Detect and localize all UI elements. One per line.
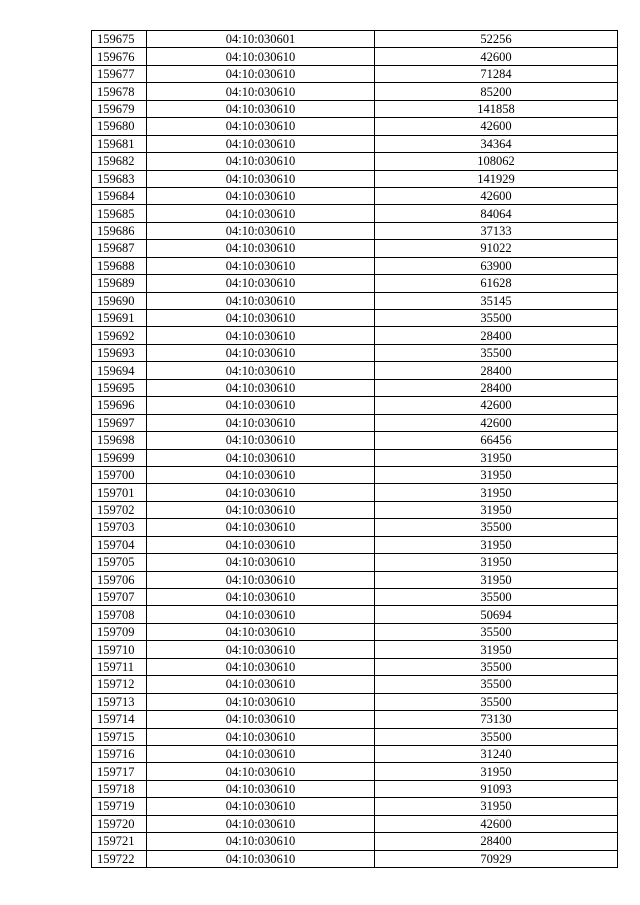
table-row: [92, 466, 618, 483]
amount-cell: 28400: [375, 833, 618, 850]
table-row: [92, 344, 618, 361]
data-table: [91, 30, 618, 868]
amount-cell: 35145: [375, 292, 618, 309]
code-cell: 04:10:030610: [147, 501, 375, 518]
table-row: [92, 728, 618, 745]
table-row: [92, 658, 618, 675]
table-row: [92, 257, 618, 274]
row-number-cell: 159682: [92, 153, 147, 170]
row-number-cell: 159703: [92, 519, 147, 536]
table-row: [92, 414, 618, 431]
row-number-cell: 159697: [92, 414, 147, 431]
code-cell: 04:10:030610: [147, 641, 375, 658]
row-number-cell: 159691: [92, 310, 147, 327]
code-cell: 04:10:030610: [147, 362, 375, 379]
amount-cell: 31240: [375, 745, 618, 762]
amount-cell: 28400: [375, 327, 618, 344]
amount-cell: 42600: [375, 48, 618, 65]
amount-cell: 35500: [375, 589, 618, 606]
row-number-cell: 159676: [92, 48, 147, 65]
amount-cell: 35500: [375, 658, 618, 675]
row-number-cell: 159693: [92, 344, 147, 361]
code-cell: 04:10:030610: [147, 711, 375, 728]
code-cell: 04:10:030610: [147, 310, 375, 327]
table-row: [92, 763, 618, 780]
code-cell: 04:10:030610: [147, 571, 375, 588]
code-cell: 04:10:030610: [147, 780, 375, 797]
code-cell: 04:10:030610: [147, 327, 375, 344]
row-number-cell: 159706: [92, 571, 147, 588]
table-row: [92, 292, 618, 309]
amount-cell: 91022: [375, 240, 618, 257]
row-number-cell: 159690: [92, 292, 147, 309]
amount-cell: 31950: [375, 466, 618, 483]
code-cell: 04:10:030610: [147, 745, 375, 762]
code-cell: 04:10:030610: [147, 763, 375, 780]
code-cell: 04:10:030610: [147, 850, 375, 867]
row-number-cell: 159681: [92, 135, 147, 152]
code-cell: 04:10:030610: [147, 728, 375, 745]
document-page: [91, 30, 618, 868]
code-cell: 04:10:030610: [147, 292, 375, 309]
row-number-cell: 159685: [92, 205, 147, 222]
row-number-cell: 159709: [92, 623, 147, 640]
row-number-cell: 159689: [92, 275, 147, 292]
amount-cell: 31950: [375, 449, 618, 466]
table-row: [92, 833, 618, 850]
table-row: [92, 641, 618, 658]
table-row: [92, 379, 618, 396]
table-row: [92, 100, 618, 117]
amount-cell: 42600: [375, 118, 618, 135]
amount-cell: 28400: [375, 379, 618, 396]
table-row: [92, 798, 618, 815]
table-row: [92, 432, 618, 449]
row-number-cell: 159678: [92, 83, 147, 100]
code-cell: 04:10:030610: [147, 397, 375, 414]
row-number-cell: 159701: [92, 484, 147, 501]
code-cell: 04:10:030610: [147, 170, 375, 187]
amount-cell: 35500: [375, 676, 618, 693]
amount-cell: 31950: [375, 763, 618, 780]
code-cell: 04:10:030601: [147, 31, 375, 48]
row-number-cell: 159696: [92, 397, 147, 414]
row-number-cell: 159712: [92, 676, 147, 693]
table-row: [92, 135, 618, 152]
amount-cell: 52256: [375, 31, 618, 48]
row-number-cell: 159698: [92, 432, 147, 449]
row-number-cell: 159686: [92, 222, 147, 239]
table-row: [92, 571, 618, 588]
code-cell: 04:10:030610: [147, 676, 375, 693]
amount-cell: 31950: [375, 641, 618, 658]
amount-cell: 108062: [375, 153, 618, 170]
amount-cell: 84064: [375, 205, 618, 222]
code-cell: 04:10:030610: [147, 693, 375, 710]
amount-cell: 73130: [375, 711, 618, 728]
row-number-cell: 159715: [92, 728, 147, 745]
amount-cell: 28400: [375, 362, 618, 379]
table-row: [92, 815, 618, 832]
code-cell: 04:10:030610: [147, 344, 375, 361]
amount-cell: 31950: [375, 484, 618, 501]
table-row: [92, 397, 618, 414]
row-number-cell: 159687: [92, 240, 147, 257]
amount-cell: 42600: [375, 187, 618, 204]
amount-cell: 70929: [375, 850, 618, 867]
table-row: [92, 484, 618, 501]
row-number-cell: 159679: [92, 100, 147, 117]
row-number-cell: 159688: [92, 257, 147, 274]
table-row: [92, 536, 618, 553]
code-cell: 04:10:030610: [147, 606, 375, 623]
table-row: [92, 48, 618, 65]
row-number-cell: 159716: [92, 745, 147, 762]
code-cell: 04:10:030610: [147, 379, 375, 396]
table-row: [92, 187, 618, 204]
row-number-cell: 159695: [92, 379, 147, 396]
code-cell: 04:10:030610: [147, 449, 375, 466]
amount-cell: 141858: [375, 100, 618, 117]
code-cell: 04:10:030610: [147, 153, 375, 170]
table-row: [92, 850, 618, 867]
amount-cell: 35500: [375, 693, 618, 710]
row-number-cell: 159704: [92, 536, 147, 553]
code-cell: 04:10:030610: [147, 222, 375, 239]
amount-cell: 35500: [375, 344, 618, 361]
code-cell: 04:10:030610: [147, 48, 375, 65]
amount-cell: 66456: [375, 432, 618, 449]
code-cell: 04:10:030610: [147, 658, 375, 675]
table-row: [92, 623, 618, 640]
table-row: [92, 745, 618, 762]
table-row: [92, 362, 618, 379]
row-number-cell: 159683: [92, 170, 147, 187]
row-number-cell: 159692: [92, 327, 147, 344]
amount-cell: 42600: [375, 397, 618, 414]
row-number-cell: 159680: [92, 118, 147, 135]
code-cell: 04:10:030610: [147, 554, 375, 571]
table-body: [92, 31, 618, 868]
row-number-cell: 159717: [92, 763, 147, 780]
table-row: [92, 449, 618, 466]
row-number-cell: 159713: [92, 693, 147, 710]
table-row: [92, 83, 618, 100]
code-cell: 04:10:030610: [147, 205, 375, 222]
amount-cell: 61628: [375, 275, 618, 292]
table-row: [92, 65, 618, 82]
amount-cell: 35500: [375, 623, 618, 640]
code-cell: 04:10:030610: [147, 833, 375, 850]
table-row: [92, 275, 618, 292]
code-cell: 04:10:030610: [147, 100, 375, 117]
table-row: [92, 780, 618, 797]
code-cell: 04:10:030610: [147, 118, 375, 135]
code-cell: 04:10:030610: [147, 484, 375, 501]
table-row: [92, 222, 618, 239]
table-row: [92, 118, 618, 135]
table-row: [92, 310, 618, 327]
row-number-cell: 159705: [92, 554, 147, 571]
row-number-cell: 159675: [92, 31, 147, 48]
row-number-cell: 159721: [92, 833, 147, 850]
code-cell: 04:10:030610: [147, 65, 375, 82]
amount-cell: 42600: [375, 815, 618, 832]
amount-cell: 35500: [375, 728, 618, 745]
amount-cell: 50694: [375, 606, 618, 623]
amount-cell: 31950: [375, 501, 618, 518]
row-number-cell: 159699: [92, 449, 147, 466]
table-row: [92, 31, 618, 48]
row-number-cell: 159719: [92, 798, 147, 815]
code-cell: 04:10:030610: [147, 798, 375, 815]
amount-cell: 35500: [375, 519, 618, 536]
table-row: [92, 711, 618, 728]
row-number-cell: 159677: [92, 65, 147, 82]
amount-cell: 91093: [375, 780, 618, 797]
code-cell: 04:10:030610: [147, 519, 375, 536]
row-number-cell: 159710: [92, 641, 147, 658]
amount-cell: 34364: [375, 135, 618, 152]
row-number-cell: 159707: [92, 589, 147, 606]
code-cell: 04:10:030610: [147, 414, 375, 431]
code-cell: 04:10:030610: [147, 466, 375, 483]
row-number-cell: 159722: [92, 850, 147, 867]
table-row: [92, 554, 618, 571]
code-cell: 04:10:030610: [147, 257, 375, 274]
table-row: [92, 606, 618, 623]
row-number-cell: 159708: [92, 606, 147, 623]
amount-cell: 63900: [375, 257, 618, 274]
row-number-cell: 159718: [92, 780, 147, 797]
code-cell: 04:10:030610: [147, 589, 375, 606]
amount-cell: 35500: [375, 310, 618, 327]
table-row: [92, 519, 618, 536]
amount-cell: 31950: [375, 798, 618, 815]
code-cell: 04:10:030610: [147, 432, 375, 449]
code-cell: 04:10:030610: [147, 240, 375, 257]
amount-cell: 85200: [375, 83, 618, 100]
row-number-cell: 159694: [92, 362, 147, 379]
table-row: [92, 501, 618, 518]
code-cell: 04:10:030610: [147, 815, 375, 832]
row-number-cell: 159720: [92, 815, 147, 832]
table-row: [92, 589, 618, 606]
amount-cell: 71284: [375, 65, 618, 82]
code-cell: 04:10:030610: [147, 623, 375, 640]
row-number-cell: 159714: [92, 711, 147, 728]
table-row: [92, 170, 618, 187]
table-row: [92, 676, 618, 693]
row-number-cell: 159711: [92, 658, 147, 675]
row-number-cell: 159702: [92, 501, 147, 518]
amount-cell: 31950: [375, 536, 618, 553]
row-number-cell: 159700: [92, 466, 147, 483]
amount-cell: 31950: [375, 554, 618, 571]
amount-cell: 42600: [375, 414, 618, 431]
row-number-cell: 159684: [92, 187, 147, 204]
code-cell: 04:10:030610: [147, 135, 375, 152]
amount-cell: 141929: [375, 170, 618, 187]
table-row: [92, 240, 618, 257]
table-row: [92, 205, 618, 222]
amount-cell: 31950: [375, 571, 618, 588]
table-row: [92, 153, 618, 170]
code-cell: 04:10:030610: [147, 536, 375, 553]
code-cell: 04:10:030610: [147, 83, 375, 100]
table-row: [92, 327, 618, 344]
amount-cell: 37133: [375, 222, 618, 239]
table-row: [92, 693, 618, 710]
code-cell: 04:10:030610: [147, 187, 375, 204]
code-cell: 04:10:030610: [147, 275, 375, 292]
